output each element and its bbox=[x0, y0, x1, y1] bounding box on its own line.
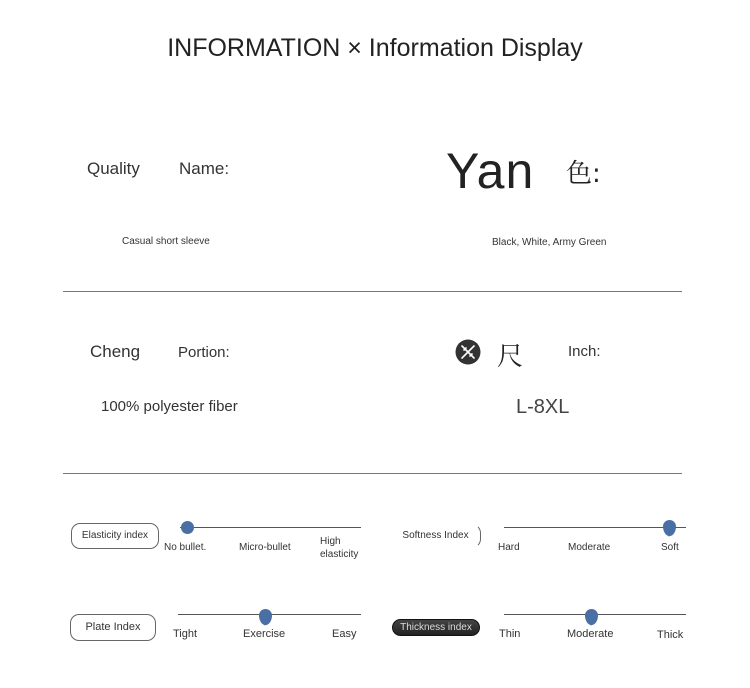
name-value: Casual short sleeve bbox=[122, 236, 210, 247]
divider-bottom bbox=[63, 473, 682, 474]
plate-option: Tight bbox=[173, 628, 198, 640]
color-label: 色: bbox=[566, 159, 601, 189]
softness-option: Soft bbox=[661, 542, 679, 553]
size-label: Inch: bbox=[568, 343, 601, 360]
softness-marker[interactable] bbox=[663, 520, 676, 536]
thickness-option: Moderate bbox=[567, 628, 614, 640]
color-value: Black, White, Army Green bbox=[492, 237, 607, 248]
softness-index-label: Softness Index bbox=[391, 524, 481, 548]
elasticity-option: Micro-bullet bbox=[239, 542, 291, 553]
material-label: Cheng bbox=[90, 342, 141, 361]
size-value: L-8XL bbox=[516, 396, 570, 418]
elasticity-track bbox=[180, 527, 361, 528]
elasticity-option: No bullet. bbox=[164, 542, 207, 553]
thickness-option: Thin bbox=[499, 628, 521, 640]
name-label: Name: bbox=[179, 159, 230, 178]
plate-option: Easy bbox=[332, 628, 357, 640]
elasticity-option: High elasticity bbox=[320, 536, 359, 560]
thickness-index-label: Thickness index bbox=[392, 619, 480, 636]
elasticity-index-label: Elasticity index bbox=[71, 523, 159, 549]
softness-option: Hard bbox=[498, 542, 520, 553]
elasticity-knob[interactable] bbox=[181, 521, 194, 534]
divider-top bbox=[63, 291, 682, 292]
plate-marker[interactable] bbox=[259, 609, 272, 625]
page-title: INFORMATION × Information Display bbox=[167, 34, 583, 62]
portion-label: Portion: bbox=[178, 344, 230, 361]
size-cjk: 尺 bbox=[497, 342, 524, 372]
thickness-marker[interactable] bbox=[585, 609, 598, 625]
thickness-option: Thick bbox=[657, 629, 684, 641]
softness-track bbox=[504, 527, 686, 528]
quality-label: Quality bbox=[87, 159, 140, 178]
color-big-text: Yan bbox=[446, 143, 535, 199]
plate-option: Exercise bbox=[243, 628, 286, 640]
softness-option: Moderate bbox=[568, 542, 611, 553]
plate-index-label: Plate Index bbox=[70, 614, 156, 641]
ruler-pencil-icon bbox=[455, 339, 481, 365]
material-value: 100% polyester fiber bbox=[101, 398, 238, 415]
